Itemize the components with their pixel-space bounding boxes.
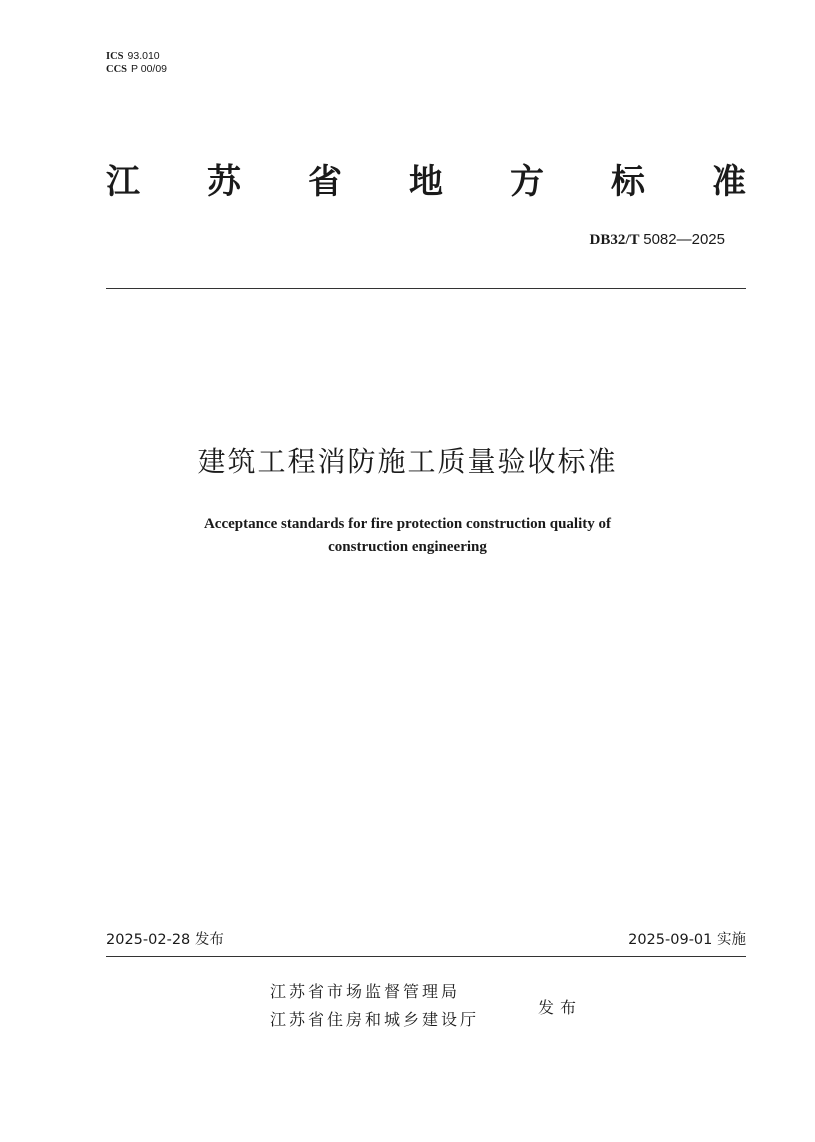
release-date: 2025-02-28 发布 [106,932,224,948]
issue-label: 发布 [538,998,583,1017]
ics-label: ICS [106,51,124,62]
effective-date: 2025-09-01 实施 [628,932,746,948]
standard-type-char: 方 [510,162,544,202]
ccs-label: CCS [106,64,128,75]
classification-codes [106,50,167,76]
standard-type-heading [106,160,746,204]
bottom-divider [106,956,746,957]
title-english [0,513,815,559]
ccs-code: P 00/09 [131,63,168,75]
standard-type-char: 江 [106,162,140,202]
standard-number [589,230,725,250]
standard-number-value: 5082—2025 [643,231,725,248]
standard-type-char: 地 [409,162,443,202]
top-divider [106,288,746,289]
issuer-housing-construction: 江苏省住房和城乡建设厅 [270,1010,480,1029]
standard-type-char: 苏 [207,162,241,202]
ics-code: 93.010 [127,50,160,62]
ccs-code-line [106,63,167,76]
title-chinese: 建筑工程消防施工质量验收标准 [197,445,618,478]
title-english-line-2: construction engineering [328,539,487,555]
standard-type-char: 省 [308,162,342,202]
issuing-authorities [270,978,479,1034]
issuer-market-supervision: 江苏省市场监督管理局 [270,982,461,1001]
standard-type-char: 标 [611,162,645,202]
standard-number-prefix: DB32/T [589,232,640,248]
ics-code-line [106,50,167,63]
title-english-line-1: Acceptance standards for fire protection construction quality of [203,516,612,532]
standard-type-char: 准 [712,162,746,202]
